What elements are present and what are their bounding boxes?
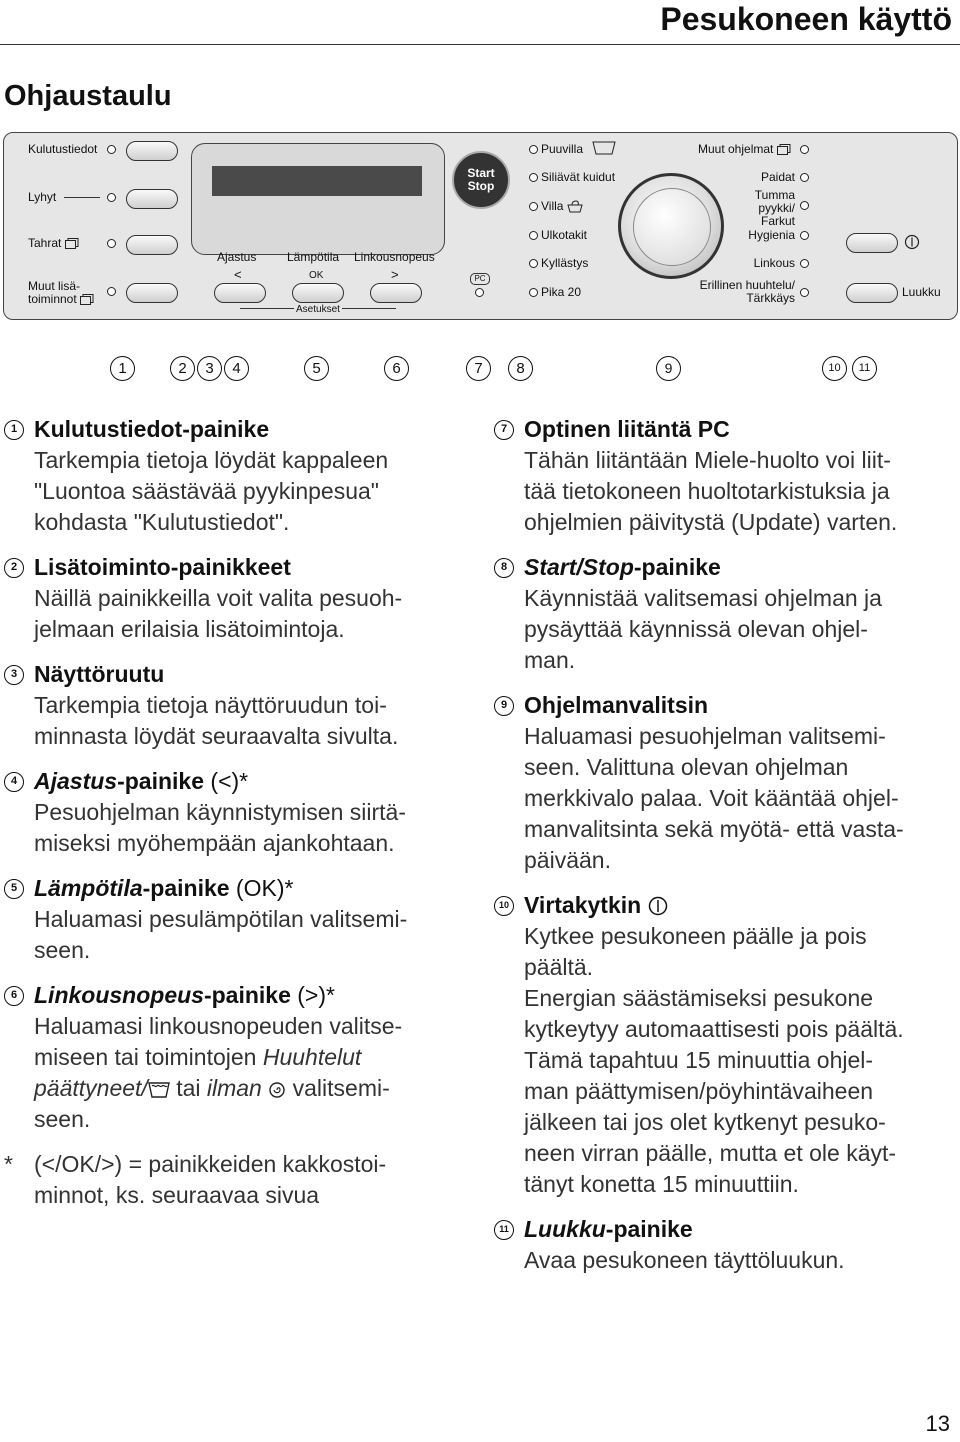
item-2 [4,552,456,645]
item-line: Haluamasi pesulämpötilan valitsemi- [34,906,408,932]
program-linkous: Linkous [753,256,795,270]
callout-row [0,356,960,390]
led-kyllastys [529,259,538,268]
footnote [4,1149,456,1211]
item-title [34,766,456,797]
item-title-tail: (<)* [204,768,249,794]
panel-button-kulutustiedot [126,141,178,161]
item-line-em: Huuhtelut [262,1044,362,1070]
item-line: minnasta löydät seuraavalta sivulta. [34,723,399,749]
item-1 [4,414,456,538]
item-title-tail: (>)* [290,982,335,1008]
item-4 [4,766,456,859]
item-number: 5 [4,879,24,899]
item-title-rest: -painike [117,768,205,794]
led-ulkotakit [529,231,538,240]
item-title-em: Ajastus [34,768,118,794]
panel-button-linkousnopeus [370,283,422,303]
item-3 [4,659,456,752]
panel-button-tahrat [126,235,178,255]
item-line: tänyt konetta 15 minuuttiin. [524,1171,799,1197]
dial-knob [633,188,711,266]
led-hygienia [800,231,809,240]
program-tumma-pyykki-farkut [755,189,795,228]
item-title: Näyttöruutu [34,661,165,687]
led-tumma-pyykki [800,201,809,210]
item-10 [494,890,956,1200]
rinse-hold-icon [148,1081,170,1099]
led-puuvilla [529,145,538,154]
item-line: Tähän liitäntään Miele-huolto voi liit- [524,447,891,473]
section-title: Ohjaustaulu [4,80,172,112]
led-kulutustiedot [107,145,116,154]
footnote-star: * [4,1151,13,1177]
program-tumma-line1: Tumma [754,188,795,202]
panel-label-lt: < [234,267,242,282]
page-header-title: Pesukoneen käyttö [660,1,952,37]
panel-button-luukku [846,283,898,303]
led-erillinen-huuhtelu [800,288,809,297]
item-7 [494,414,956,538]
led-muut-lisatoiminnot [107,287,116,296]
no-final-spin-icon [268,1081,286,1099]
program-villa-text: Villa [541,199,564,213]
program-hygienia: Hygienia [748,228,795,242]
panel-label-muut-line2 [28,293,94,306]
item-number: 8 [494,558,514,578]
item-line: jälkeen tai jos olet kytkenyt pesuko- [524,1109,886,1135]
program-muut-ohjelmat-text: Muut ohjelmat [698,142,774,156]
item-5 [4,873,456,966]
item-line: Tarkempia tietoja löydät kappaleen [34,447,389,473]
panel-label-lampotila: Lämpötila [287,250,340,264]
program-paidat: Paidat [760,170,795,184]
callout-7: 7 [466,356,491,381]
program-muut-ohjelmat [698,143,791,156]
callout-6: 6 [384,356,409,381]
item-number: 6 [4,986,24,1006]
footnote-line: (</OK/>) = painikkeiden kakkostoi- [34,1151,387,1177]
item-line: Avaa pesukoneen täyttöluukun. [524,1247,845,1273]
power-icon [648,896,668,916]
item-line: seen. Valittuna olevan ohjelman [524,754,849,780]
item-number: 7 [494,420,514,440]
display-area [191,143,445,255]
item-number: 11 [494,1220,514,1240]
item-title: Optinen liitäntä PC [524,416,730,442]
item-line: pysäyttää käynnissä olevan ohjel- [524,616,868,642]
item-number: 3 [4,665,24,685]
item-line-text: valitsemi- [286,1075,390,1101]
item-line: tää tietokoneen huoltotarkistuksia ja [524,478,890,504]
item-title: Kulutustiedot-painike [34,416,270,442]
item-title-tail: (OK)* [229,875,294,901]
item-line-text: miseen tai toimintojen [34,1044,257,1070]
item-line [34,1073,456,1104]
callout-8: 8 [508,356,533,381]
item-line: jelmaan erilaisia lisätoimintoja. [34,616,345,642]
item-line: Kytkee pesukoneen päälle ja pois [524,923,867,949]
item-title-rest: -painike [142,875,230,901]
footnote-line: minnot, ks. seuraavaa sivua [34,1182,320,1208]
callout-5: 5 [304,356,329,381]
item-title [524,890,956,921]
led-pc [475,288,484,297]
item-line: Energian säästämiseksi pesukone [524,985,874,1011]
pc-badge: PC [470,273,490,285]
panel-label-linkousnopeus: Linkousnopeus [354,250,435,264]
item-line: Haluamasi linkousnopeuden valitse- [34,1013,403,1039]
program-erillinen-huuhtelu [700,279,795,305]
item-title-em: Linkousnopeus [34,982,204,1008]
panel-button-virtakytkin [846,233,898,253]
item-9 [494,690,956,876]
item-line [34,1042,456,1073]
item-line: päivään. [524,847,611,873]
panel-label-tahrat [28,237,79,250]
info-icon [777,144,791,155]
item-line: "Luontoa säästävää pyykinpesua" [34,478,379,504]
callout-2: 2 [170,356,195,381]
panel-label-tahrat-text: Tahrat [28,236,62,250]
led-siliavat-kuidut [529,173,538,182]
panel-button-ajastus [214,283,266,303]
item-title [34,873,456,904]
program-pika-20: Pika 20 [541,285,582,299]
program-kyllastys: Kyllästys [541,256,589,270]
item-line: man. [524,647,576,673]
led-villa [529,202,538,211]
item-line-text: tai [169,1075,207,1101]
item-line: Haluamasi pesuohjelman valitsemi- [524,723,886,749]
callout-9: 9 [656,356,681,381]
program-erillinen-line1: Erillinen huuhtelu/ [699,278,795,292]
led-muut-ohjelmat [800,145,809,154]
right-column [494,414,956,1290]
program-villa [541,200,583,213]
item-line: päältä. [524,954,594,980]
item-line: Pesuohjelman käynnistymisen siirtä- [34,799,406,825]
panel-label-kulutustiedot: Kulutustiedot [28,142,98,156]
led-linkous [800,259,809,268]
item-line: ohjelmien päivitystä (Update) varten. [524,509,898,535]
item-line: Tämä tapahtuu 15 minuuttia ohjel- [524,1047,874,1073]
program-tumma-line2: pyykki/ [758,201,795,215]
program-tumma-line3: Farkut [760,214,795,228]
item-line-em: ilman [206,1075,262,1101]
item-title: Ohjelmanvalitsin [524,692,709,718]
page-number: 13 [925,1411,950,1436]
start-stop-button [452,151,510,209]
callout-3: 3 [197,356,222,381]
program-erillinen-line2: Tärkkäys [746,291,795,305]
item-line: Näillä painikkeilla voit valita pesuoh- [34,585,403,611]
panel-label-ok: OK [309,270,324,281]
item-title-em: Luukku [524,1216,606,1242]
item-number: 9 [494,696,514,716]
hand-wash-icon [567,200,583,213]
panel-label-asetukset: Asetukset [296,304,340,315]
info-icon [65,238,79,249]
panel-label-luukku: Luukku [902,285,941,299]
led-pika-20 [529,288,538,297]
info-icon [80,294,94,305]
led-lyhyt [107,193,116,202]
panel-label-muut-line1: Muut lisä- [28,279,81,293]
panel-button-lampotila [292,283,344,303]
item-title [524,552,956,583]
item-title-em: Start/Stop [524,554,634,580]
panel-label-gt: > [391,267,399,282]
panel-label-muut-line2-text: toiminnot [28,292,77,306]
item-8 [494,552,956,676]
item-number: 1 [4,420,24,440]
item-title-rest: -painike [605,1216,693,1242]
item-line: merkkivalo palaa. Voit kääntää ohjel- [524,785,899,811]
item-line: miseksi myöhempään ajankohtaan. [34,830,395,856]
program-siliavat-kuidut: Siliävät kuidut [541,170,616,184]
power-icon [904,234,920,250]
item-line: neen virran päälle, mutta et ole käyt- [524,1140,897,1166]
item-title-text: Virtakytkin [524,892,642,918]
left-column [4,414,456,1211]
item-line: kohdasta "Kulutustiedot". [34,509,290,535]
item-6 [4,980,456,1135]
start-label: Start [467,166,495,180]
callout-10: 10 [822,356,847,381]
item-title-rest: -painike [203,982,291,1008]
item-line: kytkeytyy automaattisesti pois päältä. [524,1016,904,1042]
callout-1: 1 [110,356,135,381]
led-paidat [800,173,809,182]
callout-11: 11 [852,356,877,381]
header-divider [0,44,960,45]
item-title-rest: -painike [633,554,721,580]
panel-label-lyhyt: Lyhyt [28,190,57,204]
control-panel-illustration [3,132,958,320]
panel-label-ajastus: Ajastus [217,250,257,264]
item-line: Tarkempia tietoja näyttöruudun toi- [34,692,387,718]
item-line: manvalitsinta sekä myötä- että vasta- [524,816,904,842]
panel-button-lyhyt [126,189,178,209]
item-title [524,1214,956,1245]
program-puuvilla: Puuvilla [541,142,584,156]
leader-line [64,197,100,198]
item-title-em: Lämpötila [34,875,143,901]
item-line: seen. [34,937,91,963]
item-line: seen. [34,1106,91,1132]
led-tahrat [107,239,116,248]
item-line: Käynnistää valitsemasi ohjelman ja [524,585,882,611]
item-number: 10 [494,896,514,916]
callout-4: 4 [224,356,249,381]
item-number: 2 [4,558,24,578]
panel-label-muut-lisatoiminnot [28,280,94,306]
item-line: man päättymisen/pöyhintävaiheen [524,1078,874,1104]
pre-wash-icon [592,141,616,155]
item-title: Lisätoiminto-painikkeet [34,554,291,580]
item-title [34,980,456,1011]
item-number: 4 [4,772,24,792]
stop-label: Stop [467,179,495,193]
item-line-em: päättyneet/ [34,1075,148,1101]
panel-button-muut-lisatoiminnot [126,283,178,303]
item-11 [494,1214,956,1276]
display-screen [212,166,422,196]
program-selector-dial [618,173,724,279]
program-ulkotakit: Ulkotakit [541,228,588,242]
